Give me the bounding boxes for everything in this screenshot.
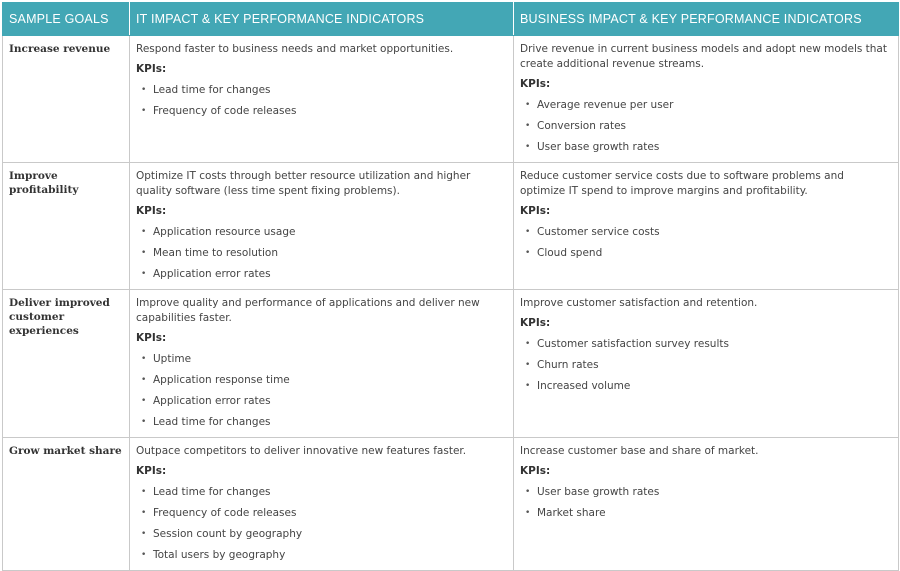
kpi-text: Uptime	[153, 353, 192, 365]
business-impact-cell	[514, 163, 899, 290]
kpi-text: Lead time for changes	[153, 416, 271, 428]
list-item	[136, 264, 505, 285]
kpi-text: Application error rates	[153, 395, 271, 407]
business-kpi-list	[520, 222, 890, 268]
bullet-icon: •	[141, 396, 147, 406]
kpis-label: KPIs:	[520, 205, 551, 217]
business-description: Increase customer base and share of market.	[520, 445, 759, 457]
bullet-icon: •	[141, 269, 147, 279]
business-kpi-list	[520, 334, 890, 401]
goal-cell: Increase revenue	[3, 36, 130, 163]
kpi-text: Total users by geography	[153, 549, 286, 561]
bullet-icon: •	[141, 85, 147, 95]
bullet-icon: •	[141, 417, 147, 427]
kpis-label: KPIs:	[136, 63, 167, 75]
list-item	[520, 137, 890, 158]
business-kpi-list	[520, 95, 890, 162]
bullet-icon: •	[525, 508, 531, 518]
list-item	[520, 503, 890, 524]
goal-cell: Improve profitability	[3, 163, 130, 290]
list-item	[136, 101, 505, 122]
bullet-icon: •	[525, 381, 531, 391]
bullet-icon: •	[141, 550, 147, 560]
business-kpi-list	[520, 482, 890, 528]
bullet-icon: •	[525, 487, 531, 497]
bullet-icon: •	[141, 508, 147, 518]
kpis-label: KPIs:	[136, 332, 167, 344]
kpi-text: Application resource usage	[153, 226, 296, 238]
bullet-icon: •	[141, 106, 147, 116]
kpi-text: Lead time for changes	[153, 84, 271, 96]
kpi-text: Frequency of code releases	[153, 507, 297, 519]
list-item	[136, 524, 505, 545]
goal-cell: Deliver improved customer experiences	[3, 290, 130, 438]
it-impact-cell	[130, 438, 514, 571]
it-description: Outpace competitors to deliver innovative new features faster.	[136, 445, 467, 457]
goals-kpi-table	[2, 2, 899, 571]
kpi-text: Mean time to resolution	[153, 247, 279, 259]
business-description: Drive revenue in current business models and adopt new models that create additional revenue streams.	[520, 43, 887, 70]
header-it-impact: IT IMPACT & KEY PERFORMANCE INDICATORS	[130, 3, 514, 36]
list-item	[136, 482, 505, 503]
business-description: Improve customer satisfaction and retention.	[520, 297, 758, 309]
header-business-impact: BUSINESS IMPACT & KEY PERFORMANCE INDICATORS	[514, 3, 899, 36]
kpi-text: Market share	[537, 507, 606, 519]
list-item	[520, 95, 890, 116]
table-body	[3, 36, 899, 571]
list-item	[136, 370, 505, 391]
kpi-text: Cloud spend	[537, 247, 603, 259]
kpi-text: Lead time for changes	[153, 486, 271, 498]
bullet-icon: •	[525, 339, 531, 349]
business-impact-cell	[514, 290, 899, 438]
list-item	[136, 349, 505, 370]
list-item	[520, 116, 890, 137]
it-impact-cell	[130, 290, 514, 438]
bullet-icon: •	[525, 100, 531, 110]
it-kpi-list	[136, 222, 505, 289]
it-impact-cell	[130, 163, 514, 290]
table-row	[3, 163, 899, 290]
it-kpi-list	[136, 482, 505, 570]
bullet-icon: •	[141, 354, 147, 364]
it-kpi-list	[136, 80, 505, 126]
business-description: Reduce customer service costs due to software problems and optimize IT spend to improve margins and profitability.	[520, 170, 844, 197]
bullet-icon: •	[141, 248, 147, 258]
kpi-text: Churn rates	[537, 359, 599, 371]
bullet-icon: •	[141, 529, 147, 539]
list-item	[520, 376, 890, 397]
bullet-icon: •	[525, 142, 531, 152]
bullet-icon: •	[141, 227, 147, 237]
table-row	[3, 290, 899, 438]
kpi-text: User base growth rates	[537, 486, 660, 498]
list-item	[136, 545, 505, 566]
list-item	[136, 503, 505, 524]
it-description: Improve quality and performance of applications and deliver new capabilities faster.	[136, 297, 480, 324]
list-item	[136, 412, 505, 433]
kpi-text: Customer service costs	[537, 226, 660, 238]
bullet-icon: •	[525, 227, 531, 237]
kpis-label: KPIs:	[520, 465, 551, 477]
list-item	[520, 334, 890, 355]
kpi-text: User base growth rates	[537, 141, 660, 153]
table-row	[3, 36, 899, 163]
bullet-icon: •	[141, 375, 147, 385]
table-row	[3, 438, 899, 571]
kpi-text: Average revenue per user	[537, 99, 674, 111]
kpis-label: KPIs:	[136, 465, 167, 477]
it-description: Respond faster to business needs and market opportunities.	[136, 43, 454, 55]
kpis-label: KPIs:	[520, 317, 551, 329]
list-item	[520, 222, 890, 243]
bullet-icon: •	[525, 248, 531, 258]
table-header-row	[3, 3, 899, 36]
business-impact-cell	[514, 36, 899, 163]
goal-cell: Grow market share	[3, 438, 130, 571]
header-sample-goals: SAMPLE GOALS	[3, 3, 130, 36]
bullet-icon: •	[141, 487, 147, 497]
kpi-table-container	[2, 2, 898, 571]
list-item	[136, 391, 505, 412]
bullet-icon: •	[525, 360, 531, 370]
list-item	[520, 243, 890, 264]
kpis-label: KPIs:	[136, 205, 167, 217]
list-item	[520, 482, 890, 503]
kpis-label: KPIs:	[520, 78, 551, 90]
list-item	[136, 80, 505, 101]
list-item	[136, 222, 505, 243]
kpi-text: Frequency of code releases	[153, 105, 297, 117]
kpi-text: Customer satisfaction survey results	[537, 338, 729, 350]
list-item	[136, 243, 505, 264]
business-impact-cell	[514, 438, 899, 571]
kpi-text: Conversion rates	[537, 120, 627, 132]
kpi-text: Application response time	[153, 374, 290, 386]
list-item	[520, 355, 890, 376]
kpi-text: Increased volume	[537, 380, 631, 392]
kpi-text: Session count by geography	[153, 528, 303, 540]
it-impact-cell	[130, 36, 514, 163]
bullet-icon: •	[525, 121, 531, 131]
it-description: Optimize IT costs through better resource utilization and higher quality software (less time spent fixing problems).	[136, 170, 471, 197]
it-kpi-list	[136, 349, 505, 437]
kpi-text: Application error rates	[153, 268, 271, 280]
